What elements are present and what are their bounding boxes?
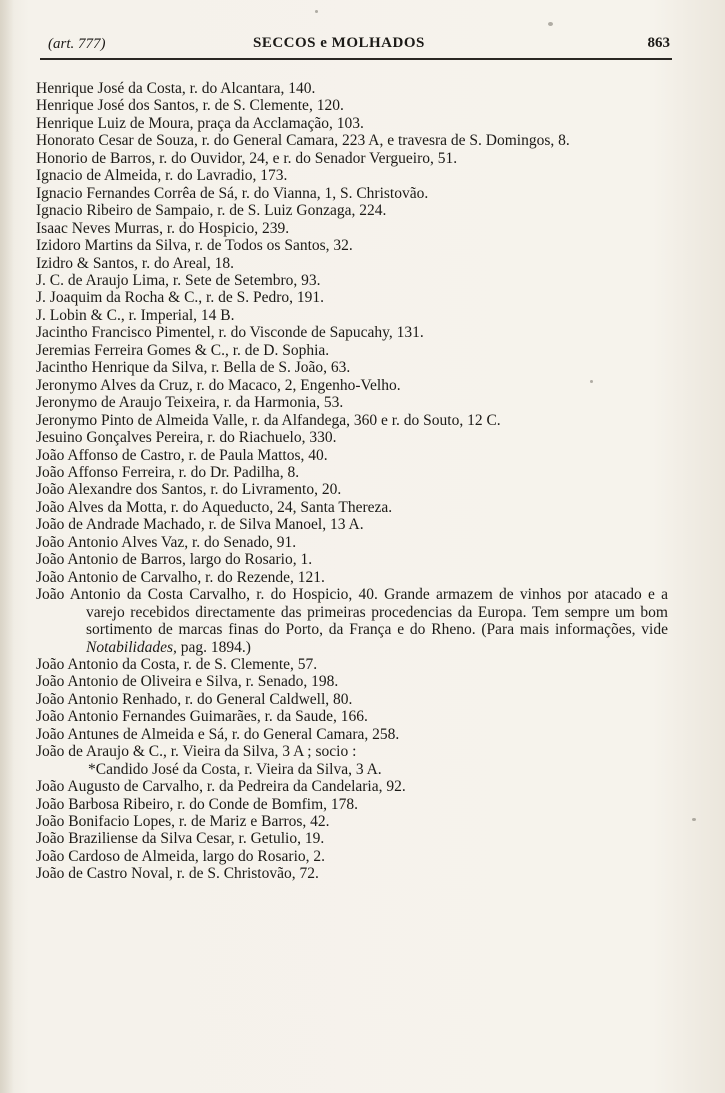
list-item: Izidoro Martins da Silva, r. de Todos os Santos, 32.	[36, 237, 353, 255]
list-item: Jacintho Francisco Pimentel, r. do Visconde de Sapucahy, 131.	[36, 324, 424, 342]
ink-speck	[315, 10, 318, 13]
list-item: João Antonio de Barros, largo do Rosario, 1.	[36, 551, 313, 569]
list-item: João Alexandre dos Santos, r. do Livramento, 20.	[36, 481, 342, 499]
list-item: João Alves da Motta, r. do Aqueducto, 24, Santa Thereza.	[36, 498, 393, 516]
list-item: João Affonso Ferreira, r. do Dr. Padilha, 8.	[36, 463, 300, 481]
page-spine-shadow	[0, 0, 14, 1093]
advertisement-text: João Antonio da Costa Carvalho, r. do Hospicio, 40. Grande armazem de vinhos por atacado e a varejo recebidos directamente das primeiras procedencias da Europa. Tem sempre um bom sortimento de marcas finas do Porto, da França e do Rheno. (Para mais informações, vide	[36, 586, 668, 639]
list-item: João Antonio Fernandes Guimarães, r. da Saude, 166.	[36, 708, 368, 726]
list-item: Jesuino Gonçalves Pereira, r. do Riachuelo, 330.	[36, 429, 337, 447]
header-rule	[40, 58, 672, 60]
list-item: J. Joaquim da Rocha & C., r. de S. Pedro, 191.	[36, 289, 325, 307]
list-item: Jeremias Ferreira Gomes & C., r. de D. Sophia.	[36, 341, 330, 359]
list-item: Honorio de Barros, r. do Ouvidor, 24, e r. do Senador Vergueiro, 51.	[36, 149, 458, 167]
list-item: João Antonio Alves Vaz, r. do Senado, 91.	[36, 533, 297, 551]
ink-speck	[692, 818, 696, 821]
article-reference: (art. 777)	[48, 36, 106, 52]
list-item: Izidro & Santos, r. do Areal, 18.	[36, 254, 235, 272]
list-item: João Affonso de Castro, r. de Paula Mattos, 40.	[36, 446, 328, 464]
list-item: Honorato Cesar de Souza, r. do General Camara, 223 A, e travesra de S. Domingos, 8.	[36, 132, 570, 150]
list-item: João Augusto de Carvalho, r. da Pedreira da Candelaria, 92.	[36, 778, 406, 796]
list-item: J. Lobin & C., r. Imperial, 14 B.	[36, 306, 235, 324]
list-item: Jacintho Henrique da Silva, r. Bella de S. João, 63.	[36, 359, 351, 377]
advertisement-page: pag. 1894.)	[180, 638, 251, 656]
list-item: João Bonifacio Lopes, r. de Mariz e Barros, 42.	[36, 813, 330, 831]
list-item: Jeronymo de Araujo Teixeira, r. da Harmonia, 53.	[36, 394, 344, 412]
list-item: João Antunes de Almeida e Sá, r. do General Camara, 258.	[36, 725, 400, 743]
ink-speck	[548, 22, 553, 26]
page-number: 863	[647, 35, 670, 51]
list-item: Isaac Neves Murras, r. do Hospicio, 239.	[36, 219, 290, 237]
page-header	[48, 34, 670, 58]
list-item: Henrique José da Costa, r. do Alcantara, 140.	[36, 80, 316, 97]
list-item: Ignacio de Almeida, r. do Lavradio, 173.	[36, 167, 288, 185]
list-item: Ignacio Ribeiro de Sampaio, r. de S. Luiz Gonzaga, 224.	[36, 202, 387, 220]
list-item: João Barbosa Ribeiro, r. do Conde de Bomfim, 178.	[36, 795, 359, 813]
list-item: J. C. de Araujo Lima, r. Sete de Setembro, 93.	[36, 271, 321, 289]
entry-list	[36, 80, 668, 883]
list-item: João de Castro Noval, r. de S. Christovão, 72.	[36, 865, 319, 883]
list-item: Henrique José dos Santos, r. de S. Clemente, 120.	[36, 97, 344, 115]
partner-entry: *Candido José da Costa, r. Vieira da Silva, 3 A.	[88, 760, 382, 778]
list-item: João Braziliense da Silva Cesar, r. Getulio, 19.	[36, 830, 325, 848]
list-item: João de Andrade Machado, r. de Silva Manoel, 13 A.	[36, 516, 364, 534]
list-item: Henrique Luiz de Moura, praça da Acclamação, 103.	[36, 114, 364, 132]
list-item: Ignacio Fernandes Corrêa de Sá, r. do Vianna, 1, S. Christovão.	[36, 184, 429, 202]
list-item: João Antonio de Carvalho, r. do Rezende, 121.	[36, 568, 325, 586]
list-item: João Antonio da Costa, r. de S. Clemente, 57.	[36, 655, 318, 673]
advertisement-reference: Notabilidades,	[86, 638, 177, 656]
list-item: João Cardoso de Almeida, largo do Rosario, 2.	[36, 847, 326, 865]
section-title: SECCOS e MOLHADOS	[253, 35, 425, 51]
list-item: João de Araujo & C., r. Vieira da Silva, 3 A ; socio :	[36, 743, 357, 761]
list-item: Jeronymo Pinto de Almeida Valle, r. da Alfandega, 360 e r. do Souto, 12 C.	[36, 411, 501, 429]
advertisement-entry	[36, 586, 668, 656]
ink-speck	[590, 380, 593, 383]
list-item: João Antonio de Oliveira e Silva, r. Senado, 198.	[36, 673, 339, 691]
list-item: Jeronymo Alves da Cruz, r. do Macaco, 2, Engenho-Velho.	[36, 376, 401, 394]
list-item: João Antonio Renhado, r. do General Caldwell, 80.	[36, 690, 353, 708]
